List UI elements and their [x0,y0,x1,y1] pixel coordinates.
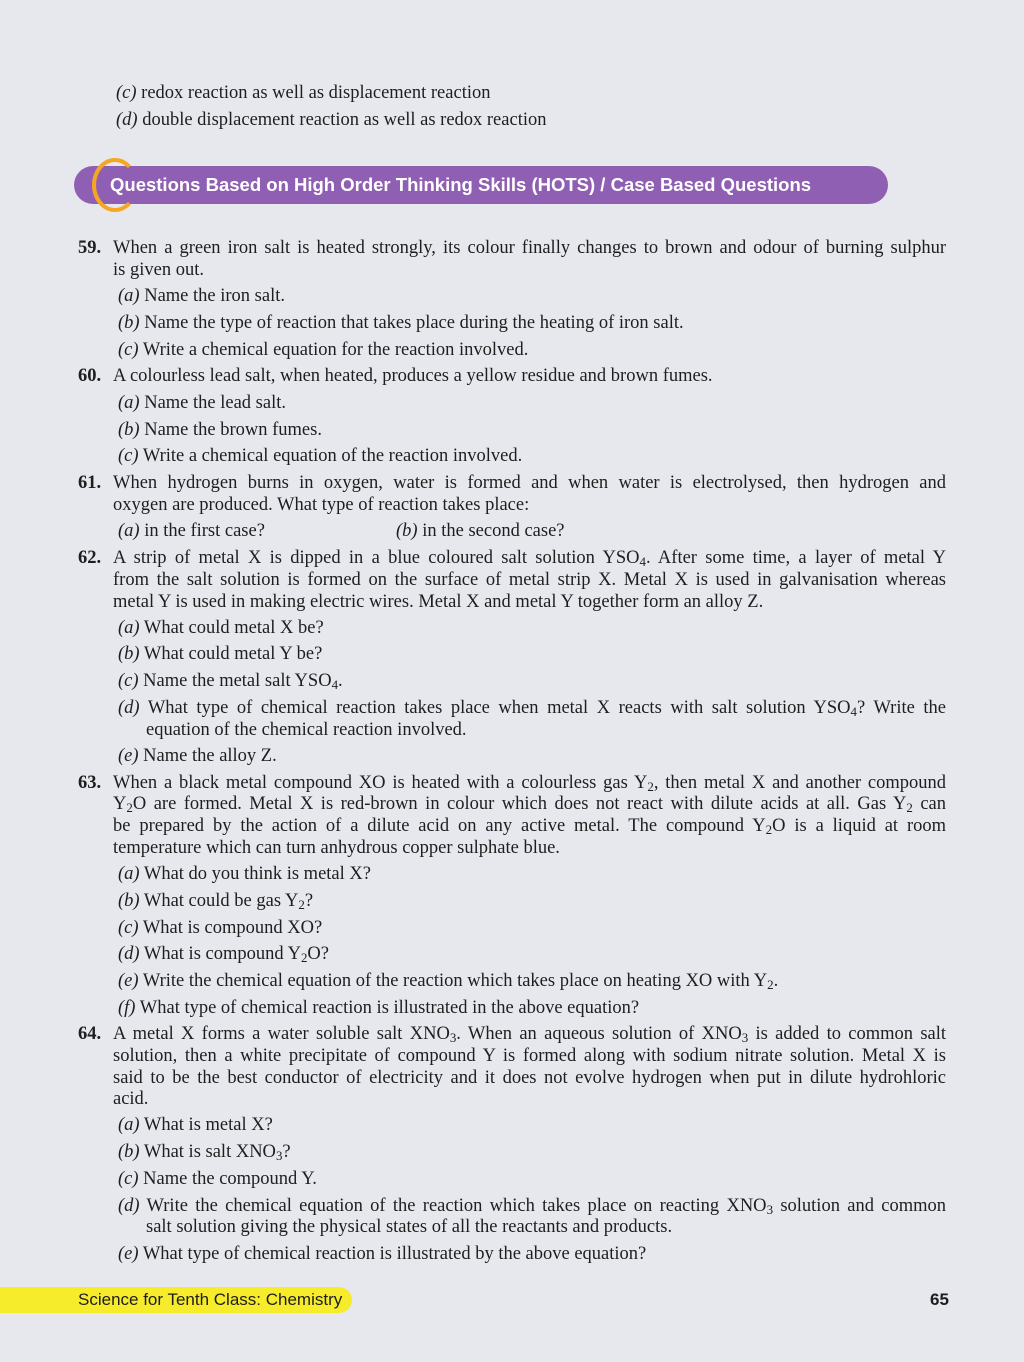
question-64-number: 64. [78,1024,102,1044]
question-64-text-cont-2: said to be the best conductor of electricity and it does not evolve hydrogen when put in dilute hydrohloric [113,1068,946,1088]
question-64-part-d: (d) Write the chemical equation of the reaction which takes place on reacting $XNO_3$ solution and common [118,1196,946,1218]
question-62-part-c: (c) Name the metal salt $YSO_4$. [118,671,343,693]
question-64-part-a: (a) What is metal X? [118,1115,273,1135]
question-62-text-cont: from the salt solution is formed on the surface of metal strip X. Metal X is used in galvanisation whereas [113,570,946,590]
option-c: (c) redox reaction as well as displacement reaction [116,83,491,103]
question-64-part-d-cont: salt solution giving the physical states of all the reactants and products. [146,1217,673,1237]
section-title: Questions Based on High Order Thinking Skills (HOTS) / Case Based Questions [110,174,812,195]
question-63-number: 63. [78,773,102,793]
question-61-number: 61. [78,473,102,493]
question-61-text-cont: oxygen are produced. What type of reaction takes place: [113,495,530,515]
question-59-part-a: (a) Name the iron salt. [118,286,285,306]
question-59-part-b: (b) Name the type of reaction that takes place during the heating of iron salt. [118,313,684,333]
question-64-text-cont-3: acid. [113,1089,149,1109]
question-62-text: A strip of metal X is dipped in a blue coloured salt solution $YSO_4$. After some time, a layer of metal Y [113,548,946,570]
question-64-text-cont: solution, then a white precipitate of compound Y is formed along with sodium nitrate solution. Metal X is [113,1046,946,1066]
question-62-part-a: (a) What could metal X be? [118,618,324,638]
question-64-text: A metal X forms a water soluble salt $XNO_3$. When an aqueous solution of $XNO_3$ is added to common salt [113,1024,947,1046]
question-62-part-b: (b) What could metal Y be? [118,644,323,664]
question-60-part-b: (b) Name the brown fumes. [118,420,322,440]
question-64-part-e: (e) What type of chemical reaction is illustrated by the above equation? [118,1244,647,1264]
question-62-text-cont-2: metal Y is used in making electric wires. Metal X and metal Y together form an alloy Z. [113,592,764,612]
question-63-part-b: (b) What could be gas $Y_2$? [118,891,314,913]
footer-book-title: Science for Tenth Class: Chemistry [78,1290,343,1309]
question-62-part-d: (d) What type of chemical reaction takes place when metal X reacts with salt solution $YSO_4$? Write the [118,698,946,720]
question-59-number: 59. [78,238,102,258]
question-59-part-c: (c) Write a chemical equation for the reaction involved. [118,340,529,360]
question-60-number: 60. [78,366,102,386]
question-63-part-d: (d) What is compound $Y_2O$? [118,944,329,966]
question-60-part-a: (a) Name the lead salt. [118,393,286,413]
question-60-text: A colourless lead salt, when heated, produces a yellow residue and brown fumes. [113,366,713,386]
question-63-part-a: (a) What do you think is metal X? [118,864,371,884]
question-63-part-f: (f) What type of chemical reaction is illustrated in the above equation? [118,998,640,1018]
question-60-part-c: (c) Write a chemical equation of the reaction involved. [118,446,523,466]
page-number: 65 [930,1290,949,1309]
option-d: (d) double displacement reaction as well as redox reaction [116,110,547,130]
question-64-part-c: (c) Name the compound Y. [118,1169,317,1189]
question-61-text: When hydrogen burns in oxygen, water is formed and when water is electrolysed, then hydrogen and [113,473,946,493]
question-64-part-b: (b) What is salt $XNO_3$? [118,1142,291,1164]
question-59-text-cont: is given out. [113,260,204,280]
question-63-text-cont-2: be prepared by the action of a dilute acid on any active metal. The compound $Y_2O$ is a liquid at room [113,816,947,838]
question-62-part-d-cont: equation of the chemical reaction involved. [146,720,467,740]
question-63-part-c: (c) What is compound XO? [118,918,323,938]
question-61-part-b: (b) in the second case? [396,521,565,541]
question-59-text: When a green iron salt is heated strongly, its colour finally changes to brown and odour of burning sulphur [113,238,946,258]
question-63-text-cont: $Y_2O$ are formed. Metal X is red-brown in colour which does not react with dilute acids at all. Gas $Y_2$ can [113,794,946,816]
question-63-text: When a black metal compound XO is heated with a colourless gas $Y_2$, then metal X and another compound [113,773,947,795]
question-61-part-a: (a) in the first case? [118,521,265,541]
question-62-number: 62. [78,548,102,568]
question-63-text-cont-3: temperature which can turn anhydrous copper sulphate blue. [113,838,560,858]
question-63-part-e: (e) Write the chemical equation of the reaction which takes place on heating XO with $Y_2$. [118,971,779,993]
question-62-part-e: (e) Name the alloy Z. [118,746,277,766]
